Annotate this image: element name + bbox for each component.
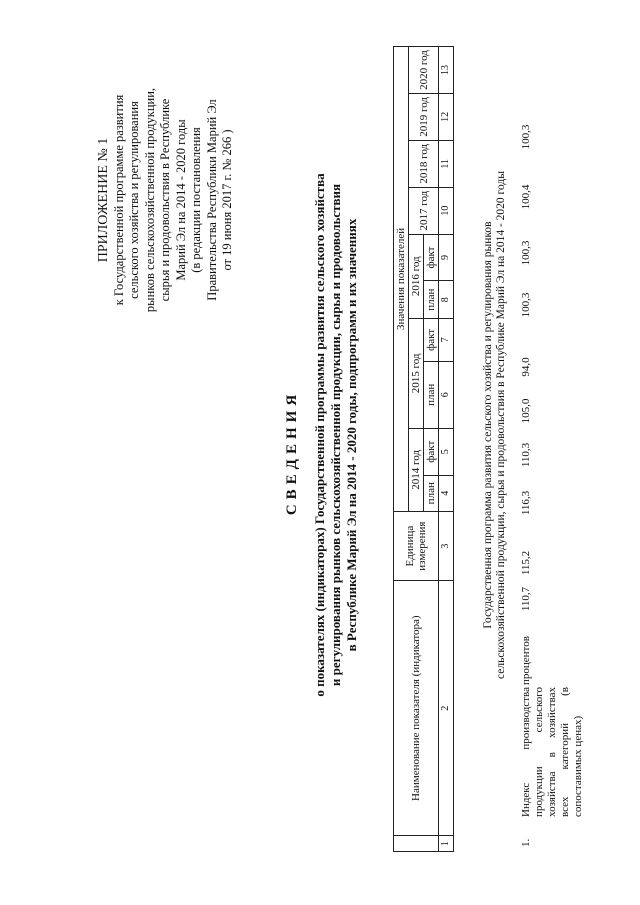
- column-number: 13: [439, 47, 454, 94]
- column-number: 11: [439, 140, 454, 187]
- row-value-2017: 100,3: [520, 292, 532, 318]
- header-year-2017: 2017 год: [409, 187, 439, 234]
- appendix-line: Правительства Республики Марий Эл: [204, 99, 219, 301]
- row-indicator-name: Индекс производства продукции сельского хозяйства в хозяйствах всех категорий (в сопоставимых ценах): [520, 687, 584, 817]
- column-number: 2: [439, 581, 454, 835]
- row-value-2014-fact: 115,2: [520, 550, 532, 576]
- row-value-2016-fact: 94,0: [520, 357, 532, 377]
- column-number: 9: [439, 234, 454, 281]
- section-title-line: сельскохозяйственной продукции, сырья и продовольствия в Республике Марий Эл на 2014 - 2020 годы: [495, 171, 507, 679]
- appendix-line: Марий Эл на 2014 - 2020 годы: [173, 119, 188, 281]
- header-fact: факт: [424, 234, 439, 281]
- row-value-2014-plan: 110,7: [520, 586, 532, 612]
- indicators-table: [393, 46, 454, 852]
- column-number: 6: [439, 361, 454, 428]
- header-plan: план: [424, 475, 439, 511]
- column-number: 5: [439, 428, 454, 475]
- header-plan: план: [424, 361, 439, 428]
- header-fact: факт: [424, 428, 439, 475]
- row-value-2015-plan: 116,3: [520, 490, 532, 516]
- subtitle-line: и регулирования рынков сельскохозяйственной продукции, сырья и продовольствия: [328, 183, 343, 687]
- header-unit: Единица измерения: [394, 511, 439, 581]
- row-unit: процентов: [520, 636, 532, 685]
- row-value-2015-fact: 110,3: [520, 442, 532, 468]
- header-fact: факт: [424, 318, 439, 361]
- header-plan: план: [424, 281, 439, 319]
- appendix-line: ПРИЛОЖЕНИЕ № 1: [96, 137, 111, 263]
- header-values: Значения показателей: [394, 47, 409, 512]
- section-title: [482, 105, 508, 745]
- row-value-2018: 100,3: [520, 240, 532, 266]
- subtitle-line: о показателях (индикаторах) Государственной программы развития сельского хозяйства: [312, 173, 327, 697]
- header-year-2019: 2019 год: [409, 93, 439, 140]
- column-number: 12: [439, 93, 454, 140]
- header-year-2020: 2020 год: [409, 47, 439, 94]
- row-value-2020: 100,3: [520, 124, 532, 150]
- column-number: 3: [439, 511, 454, 581]
- header-year-2018: 2018 год: [409, 140, 439, 187]
- appendix-line: сельского хозяйства и регулирования: [127, 101, 141, 299]
- section-title-line: Государственная программа развития сельского хозяйства и регулирования рынков: [482, 221, 494, 629]
- appendix-line: рынков сельскохозяйственной продукции,: [142, 87, 157, 313]
- header-year-2014: 2014 год: [409, 428, 424, 511]
- document-subtitle: [312, 155, 360, 715]
- row-value-2019: 100,4: [520, 184, 532, 210]
- row-value-2016-plan: 105,0: [520, 398, 532, 424]
- appendix-line: от 19 июня 2017 г. № 266 ): [220, 129, 234, 271]
- appendix-line: (в редакции постановления: [189, 127, 203, 273]
- subtitle-line: в Республике Марий Эл на 2014 - 2020 годы, подпрограмм и их значениях: [344, 218, 359, 652]
- table-row: [520, 37, 600, 847]
- header-indicator: Наименование показателя (индикатора): [394, 581, 439, 835]
- appendix-line: к Государственной программе развития: [111, 94, 126, 306]
- column-number: 1: [439, 835, 454, 851]
- column-number: 8: [439, 281, 454, 319]
- document-title: СВЕДЕНИЯ: [284, 389, 300, 516]
- header-year-2015: 2015 год: [409, 318, 424, 428]
- column-number: 7: [439, 318, 454, 361]
- column-number: 4: [439, 475, 454, 511]
- header-index: [394, 835, 439, 851]
- header-year-2016: 2016 год: [409, 234, 424, 318]
- column-number: 10: [439, 187, 454, 234]
- appendix-block: [96, 55, 236, 345]
- row-number: 1.: [520, 838, 532, 847]
- appendix-line: сырья и продовольствия в Республике: [158, 98, 172, 302]
